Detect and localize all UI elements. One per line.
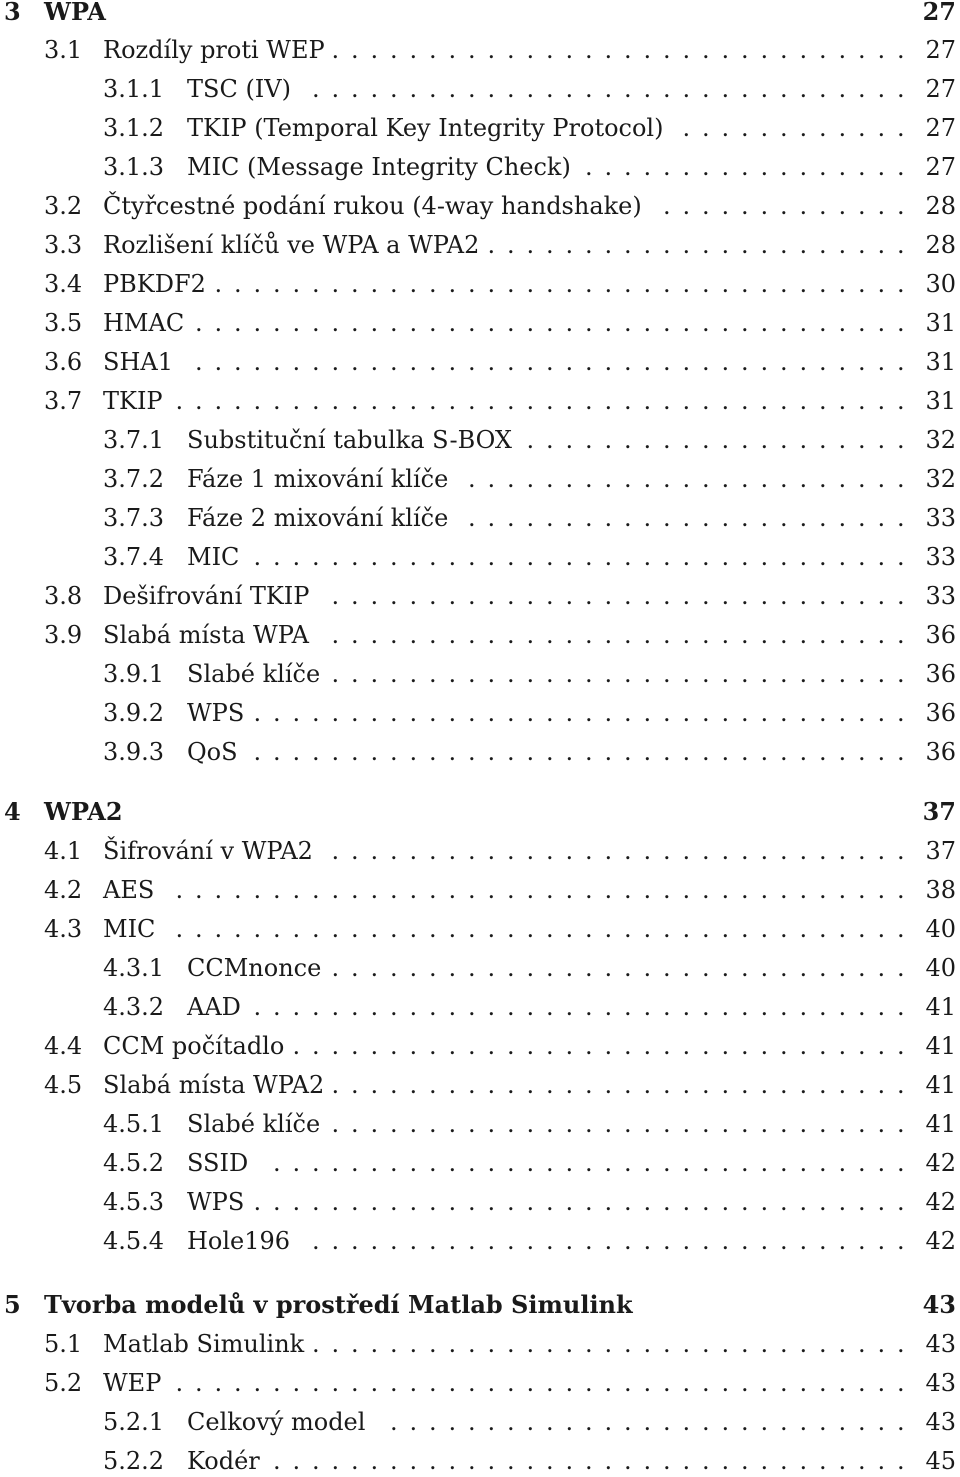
toc-entry[interactable] <box>0 1108 960 1140</box>
dot-leader: . . . . . . . . . . . . . . . . . . . . . . . . . . . . . . . . <box>292 1032 905 1060</box>
toc-entry-title: WPS <box>187 699 245 727</box>
dot-leader: . . . . . . . . . . . . . . . . . . . . . . <box>487 231 905 259</box>
dot-leader: . . . . . . . . . . . . . . . . . . . . . . . . . . . . . . . . . . <box>253 699 905 727</box>
toc-entry-number: 4.5 <box>44 1071 83 1099</box>
toc-entry-number: 3.9.1 <box>103 660 165 688</box>
toc-entry-title: Slabá místa WPA2 <box>103 1071 325 1099</box>
toc-entry-title: QoS <box>187 738 238 766</box>
toc-entry[interactable] <box>0 952 960 984</box>
dot-leader: . . . . . . . . . . . . . . . . . . . . . . . . . . . . . . . . . . . . . . <box>175 876 905 904</box>
toc-entry-page-number: 43 <box>925 1408 956 1436</box>
toc-entry-number: 3.1.2 <box>103 114 165 142</box>
toc-entry-title: HMAC <box>103 309 185 337</box>
toc-entry[interactable] <box>0 1328 960 1360</box>
toc-entry[interactable] <box>0 34 960 66</box>
toc-entry-title: Kodér <box>187 1447 260 1475</box>
toc-entry-number: 4.3 <box>44 915 83 943</box>
toc-entry-page-number: 41 <box>925 1071 956 1099</box>
toc-entry-number: 3.7.1 <box>103 426 165 454</box>
toc-entry-number: 3.7.2 <box>103 465 165 493</box>
toc-entry-page-number: 38 <box>925 876 956 904</box>
toc-entry-page-number: 32 <box>925 426 956 454</box>
toc-entry-title: WPA <box>44 0 106 26</box>
toc-entry[interactable] <box>0 229 960 261</box>
dot-leader: . . . . . . . . . . . . . . . . . . . . <box>526 426 905 454</box>
toc-entry-page-number: 43 <box>925 1330 956 1358</box>
toc-entry-page-number: 27 <box>925 114 956 142</box>
toc-entry-number: 3.1.1 <box>103 75 165 103</box>
toc-entry-number: 3.2 <box>44 192 83 220</box>
toc-entry-number: 4.5.2 <box>103 1149 165 1177</box>
toc-entry-title: Čtyřcestné podání rukou (4-way handshake) <box>103 192 642 220</box>
toc-entry[interactable] <box>0 541 960 573</box>
dot-leader: . . . . . . . . . . . . . . . . . . . . . . . . . . . . . . . . . . <box>253 738 905 766</box>
toc-entry-number: 4.5.4 <box>103 1227 165 1255</box>
dot-leader: . . . . . . . . . . . . . . . . . . . . . . . . . . . . . . . . . . . . . . <box>175 1369 905 1397</box>
toc-entry[interactable] <box>0 112 960 144</box>
toc-entry[interactable] <box>0 502 960 534</box>
toc-entry-page-number: 31 <box>925 348 956 376</box>
toc-entry-number: 4 <box>4 797 21 826</box>
toc-entry-title: WEP <box>103 1369 162 1397</box>
toc-entry[interactable] <box>0 991 960 1023</box>
dot-leader: . . . . . . . . . . . . . . . . . . . . . . . . . . . . . . <box>331 582 905 610</box>
toc-entry-page-number: 37 <box>922 797 956 826</box>
toc-entry-title: Matlab Simulink <box>103 1330 305 1358</box>
toc-entry[interactable] <box>0 268 960 300</box>
toc-entry-title: Šifrování v WPA2 <box>103 837 313 865</box>
toc-entry-page-number: 42 <box>925 1188 956 1216</box>
dot-leader: . . . . . . . . . . . . . . . . . . . . . . . . . . . . . . . . . . . . . <box>195 309 905 337</box>
dot-leader: . . . . . . . . . . . . . . . . . . . . . . . . . . . . . . <box>331 36 905 64</box>
toc-entry[interactable] <box>0 1445 960 1477</box>
toc-entry-number: 5 <box>4 1290 21 1319</box>
toc-entry-page-number: 36 <box>925 699 956 727</box>
toc-entry-number: 3.6 <box>44 348 83 376</box>
toc-entry[interactable] <box>0 874 960 906</box>
dot-leader: . . . . . . . . . . . . . . . . . . . . . . . . . . . . . . . . . . <box>253 1188 905 1216</box>
toc-entry-number: 3.9.3 <box>103 738 165 766</box>
toc-entry[interactable] <box>0 1030 960 1062</box>
toc-entry[interactable] <box>0 346 960 378</box>
toc-entry-page-number: 43 <box>925 1369 956 1397</box>
toc-entry-title: TSC (IV) <box>187 75 291 103</box>
toc-entry[interactable] <box>0 190 960 222</box>
toc-entry-number: 3.1 <box>44 36 83 64</box>
toc-entry-number: 4.5.3 <box>103 1188 165 1216</box>
toc-entry-title: Slabé klíče <box>187 660 321 688</box>
toc-entry-number: 3.9 <box>44 621 83 649</box>
toc-entry-number: 3.3 <box>44 231 83 259</box>
toc-entry-title: AES <box>103 876 155 904</box>
dot-leader: . . . . . . . . . . . . . . . . . . . . . . . . . . . . . . <box>331 837 905 865</box>
toc-entry-title: Rozlišení klíčů ve WPA a WPA2 <box>103 231 480 259</box>
toc-entry-title: MIC (Message Integrity Check) <box>187 153 571 181</box>
toc-entry-title: AAD <box>187 993 241 1021</box>
toc-entry-page-number: 33 <box>925 504 956 532</box>
toc-entry-page-number: 31 <box>925 387 956 415</box>
toc-entry[interactable] <box>0 151 960 183</box>
toc-entry[interactable] <box>0 736 960 768</box>
toc-entry-title: MIC <box>103 915 156 943</box>
toc-entry[interactable] <box>0 307 960 339</box>
toc-entry-title: WPS <box>187 1188 245 1216</box>
toc-entry-page-number: 43 <box>922 1290 956 1319</box>
toc-entry-number: 3.1.3 <box>103 153 165 181</box>
toc-entry-page-number: 33 <box>925 582 956 610</box>
toc-chapter-entry[interactable] <box>0 0 960 28</box>
toc-entry-title: SSID <box>187 1149 249 1177</box>
toc-entry-title: Dešifrování TKIP <box>103 582 310 610</box>
dot-leader: . . . . . . . . . . . . . . . . . . . . . . . . . . . . . . <box>331 1071 905 1099</box>
toc-entry-number: 5.2.1 <box>103 1408 165 1436</box>
toc-entry-number: 3.7 <box>44 387 83 415</box>
toc-entry-page-number: 30 <box>925 270 956 298</box>
dot-leader: . . . . . . . . . . . . <box>682 114 905 142</box>
toc-entry[interactable] <box>0 1367 960 1399</box>
toc-entry[interactable] <box>0 658 960 690</box>
toc-entry-page-number: 41 <box>925 993 956 1021</box>
toc-entry-number: 4.1 <box>44 837 83 865</box>
toc-entry[interactable] <box>0 73 960 105</box>
dot-leader: . . . . . . . . . . . . . . . . . . . . . . . <box>468 465 905 493</box>
toc-entry-title: SHA1 <box>103 348 173 376</box>
toc-entry-page-number: 27 <box>925 153 956 181</box>
toc-entry-number: 3.8 <box>44 582 83 610</box>
toc-entry-page-number: 36 <box>925 621 956 649</box>
toc-entry-title: Fáze 2 mixování klíče <box>187 504 449 532</box>
toc-entry-number: 4.4 <box>44 1032 83 1060</box>
toc-entry-page-number: 42 <box>925 1227 956 1255</box>
toc-entry-title: Fáze 1 mixování klíče <box>187 465 449 493</box>
toc-entry-title: TKIP <box>103 387 163 415</box>
toc-entry-title: Slabé klíče <box>187 1110 321 1138</box>
toc-entry-number: 5.1 <box>44 1330 83 1358</box>
dot-leader: . . . . . . . . . . . . . . . . . . . . . . . . . . . . . . . <box>312 75 905 103</box>
toc-entry[interactable] <box>0 1186 960 1218</box>
toc-entry-page-number: 41 <box>925 1032 956 1060</box>
dot-leader: . . . . . . . . . . . . . . . . . . . . . . . . . . . . . . <box>331 1110 905 1138</box>
toc-entry[interactable] <box>0 697 960 729</box>
toc-entry-number: 3.5 <box>44 309 83 337</box>
toc-entry-page-number: 36 <box>925 738 956 766</box>
toc-entry-page-number: 27 <box>922 0 956 26</box>
toc-entry-title: Substituční tabulka S-BOX <box>187 426 512 454</box>
dot-leader: . . . . . . . . . . . . . . . . . . . . . . . . . . . . . . <box>331 621 905 649</box>
dot-leader: . . . . . . . . . . . . . . . . . . . . . . . . . . . . . . . . . <box>273 1149 905 1177</box>
toc-entry-number: 3.7.3 <box>103 504 165 532</box>
toc-entry-title: Rozdíly proti WEP <box>103 36 325 64</box>
toc-entry-page-number: 45 <box>925 1447 956 1475</box>
dot-leader: . . . . . . . . . . . . . . . . . . . . . . . . . . . <box>390 1408 905 1436</box>
toc-entry-page-number: 27 <box>925 75 956 103</box>
dot-leader: . . . . . . . . . . . . . . . . . . . . . . . <box>468 504 905 532</box>
toc-entry-title: Hole196 <box>187 1227 291 1255</box>
dot-leader: . . . . . . . . . . . . . . . . . . . . . . . . . . . . . . . . . . . . . . <box>175 387 905 415</box>
toc-entry[interactable] <box>0 1147 960 1179</box>
toc-entry-number: 3.9.2 <box>103 699 165 727</box>
toc-entry-page-number: 37 <box>925 837 956 865</box>
toc-entry-page-number: 40 <box>925 954 956 982</box>
toc-entry-number: 3.4 <box>44 270 83 298</box>
toc-entry[interactable] <box>0 1069 960 1101</box>
toc-entry[interactable] <box>0 1406 960 1438</box>
dot-leader: . . . . . . . . . . . . . . . . . . . . . . . . . . . . . . <box>331 660 905 688</box>
toc-entry[interactable] <box>0 580 960 612</box>
toc-entry-page-number: 32 <box>925 465 956 493</box>
toc-entry-title: Celkový model <box>187 1408 366 1436</box>
toc-entry-title: CCMnonce <box>187 954 322 982</box>
toc-entry-page-number: 27 <box>925 36 956 64</box>
toc-entry-title: PBKDF2 <box>103 270 206 298</box>
toc-entry[interactable] <box>0 385 960 417</box>
toc-entry-title: MIC <box>187 543 240 571</box>
dot-leader: . . . . . . . . . . . . . . . . . . . . . . . . . . . . . . . <box>312 1227 905 1255</box>
toc-entry-title: CCM počítadlo <box>103 1032 285 1060</box>
toc-entry-page-number: 31 <box>925 309 956 337</box>
toc-entry-number: 5.2.2 <box>103 1447 165 1475</box>
toc-entry-number: 3.7.4 <box>103 543 165 571</box>
toc-entry-page-number: 40 <box>925 915 956 943</box>
toc-entry[interactable] <box>0 463 960 495</box>
toc-entry-number: 4.5.1 <box>103 1110 165 1138</box>
toc-chapter-entry[interactable] <box>0 796 960 828</box>
dot-leader: . . . . . . . . . . . . . . . . . . . . . . . . . . . . . . . . . . <box>253 993 905 1021</box>
toc-entry-number: 5.2 <box>44 1369 83 1397</box>
toc-entry-page-number: 28 <box>925 192 956 220</box>
dot-leader: . . . . . . . . . . . . . <box>663 192 905 220</box>
toc-entry[interactable] <box>0 1225 960 1257</box>
toc-entry[interactable] <box>0 835 960 867</box>
dot-leader: . . . . . . . . . . . . . . . . . . . . . . . . . . . . . . . <box>312 1330 905 1358</box>
dot-leader: . . . . . . . . . . . . . . . . . . . . . . . . . . . . . . <box>331 954 905 982</box>
dot-leader: . . . . . . . . . . . . . . . . . . . . . . . . . . . . . . . . . . <box>253 543 905 571</box>
toc-entry-number: 4.2 <box>44 876 83 904</box>
toc-entry-page-number: 36 <box>925 660 956 688</box>
toc-entry-page-number: 41 <box>925 1110 956 1138</box>
toc-entry[interactable] <box>0 424 960 456</box>
dot-leader: . . . . . . . . . . . . . . . . . . . . . . . . . . . . . . . . . . . . . . <box>175 915 905 943</box>
dot-leader: . . . . . . . . . . . . . . . . . . . . . . . . . . . . . . . . . . . . <box>214 270 905 298</box>
toc-entry[interactable] <box>0 619 960 651</box>
dot-leader: . . . . . . . . . . . . . . . . . . . . . . . . . . . . . . . . . . . . . <box>195 348 905 376</box>
toc-chapter-entry[interactable] <box>0 1289 960 1321</box>
toc-entry-title: WPA2 <box>44 797 123 826</box>
toc-entry[interactable] <box>0 913 960 945</box>
dot-leader: . . . . . . . . . . . . . . . . . <box>585 153 905 181</box>
toc-entry-page-number: 33 <box>925 543 956 571</box>
toc-entry-page-number: 42 <box>925 1149 956 1177</box>
toc-entry-number: 3 <box>4 0 21 26</box>
toc-entry-title: Tvorba modelů v prostředí Matlab Simulink <box>44 1290 633 1319</box>
toc-entry-title: TKIP (Temporal Key Integrity Protocol) <box>187 114 664 142</box>
toc-entry-number: 4.3.1 <box>103 954 165 982</box>
toc-entry-title: Slabá místa WPA <box>103 621 310 649</box>
dot-leader: . . . . . . . . . . . . . . . . . . . . . . . . . . . . . . . . . <box>273 1447 905 1475</box>
toc-entry-page-number: 28 <box>925 231 956 259</box>
toc-entry-number: 4.3.2 <box>103 993 165 1021</box>
